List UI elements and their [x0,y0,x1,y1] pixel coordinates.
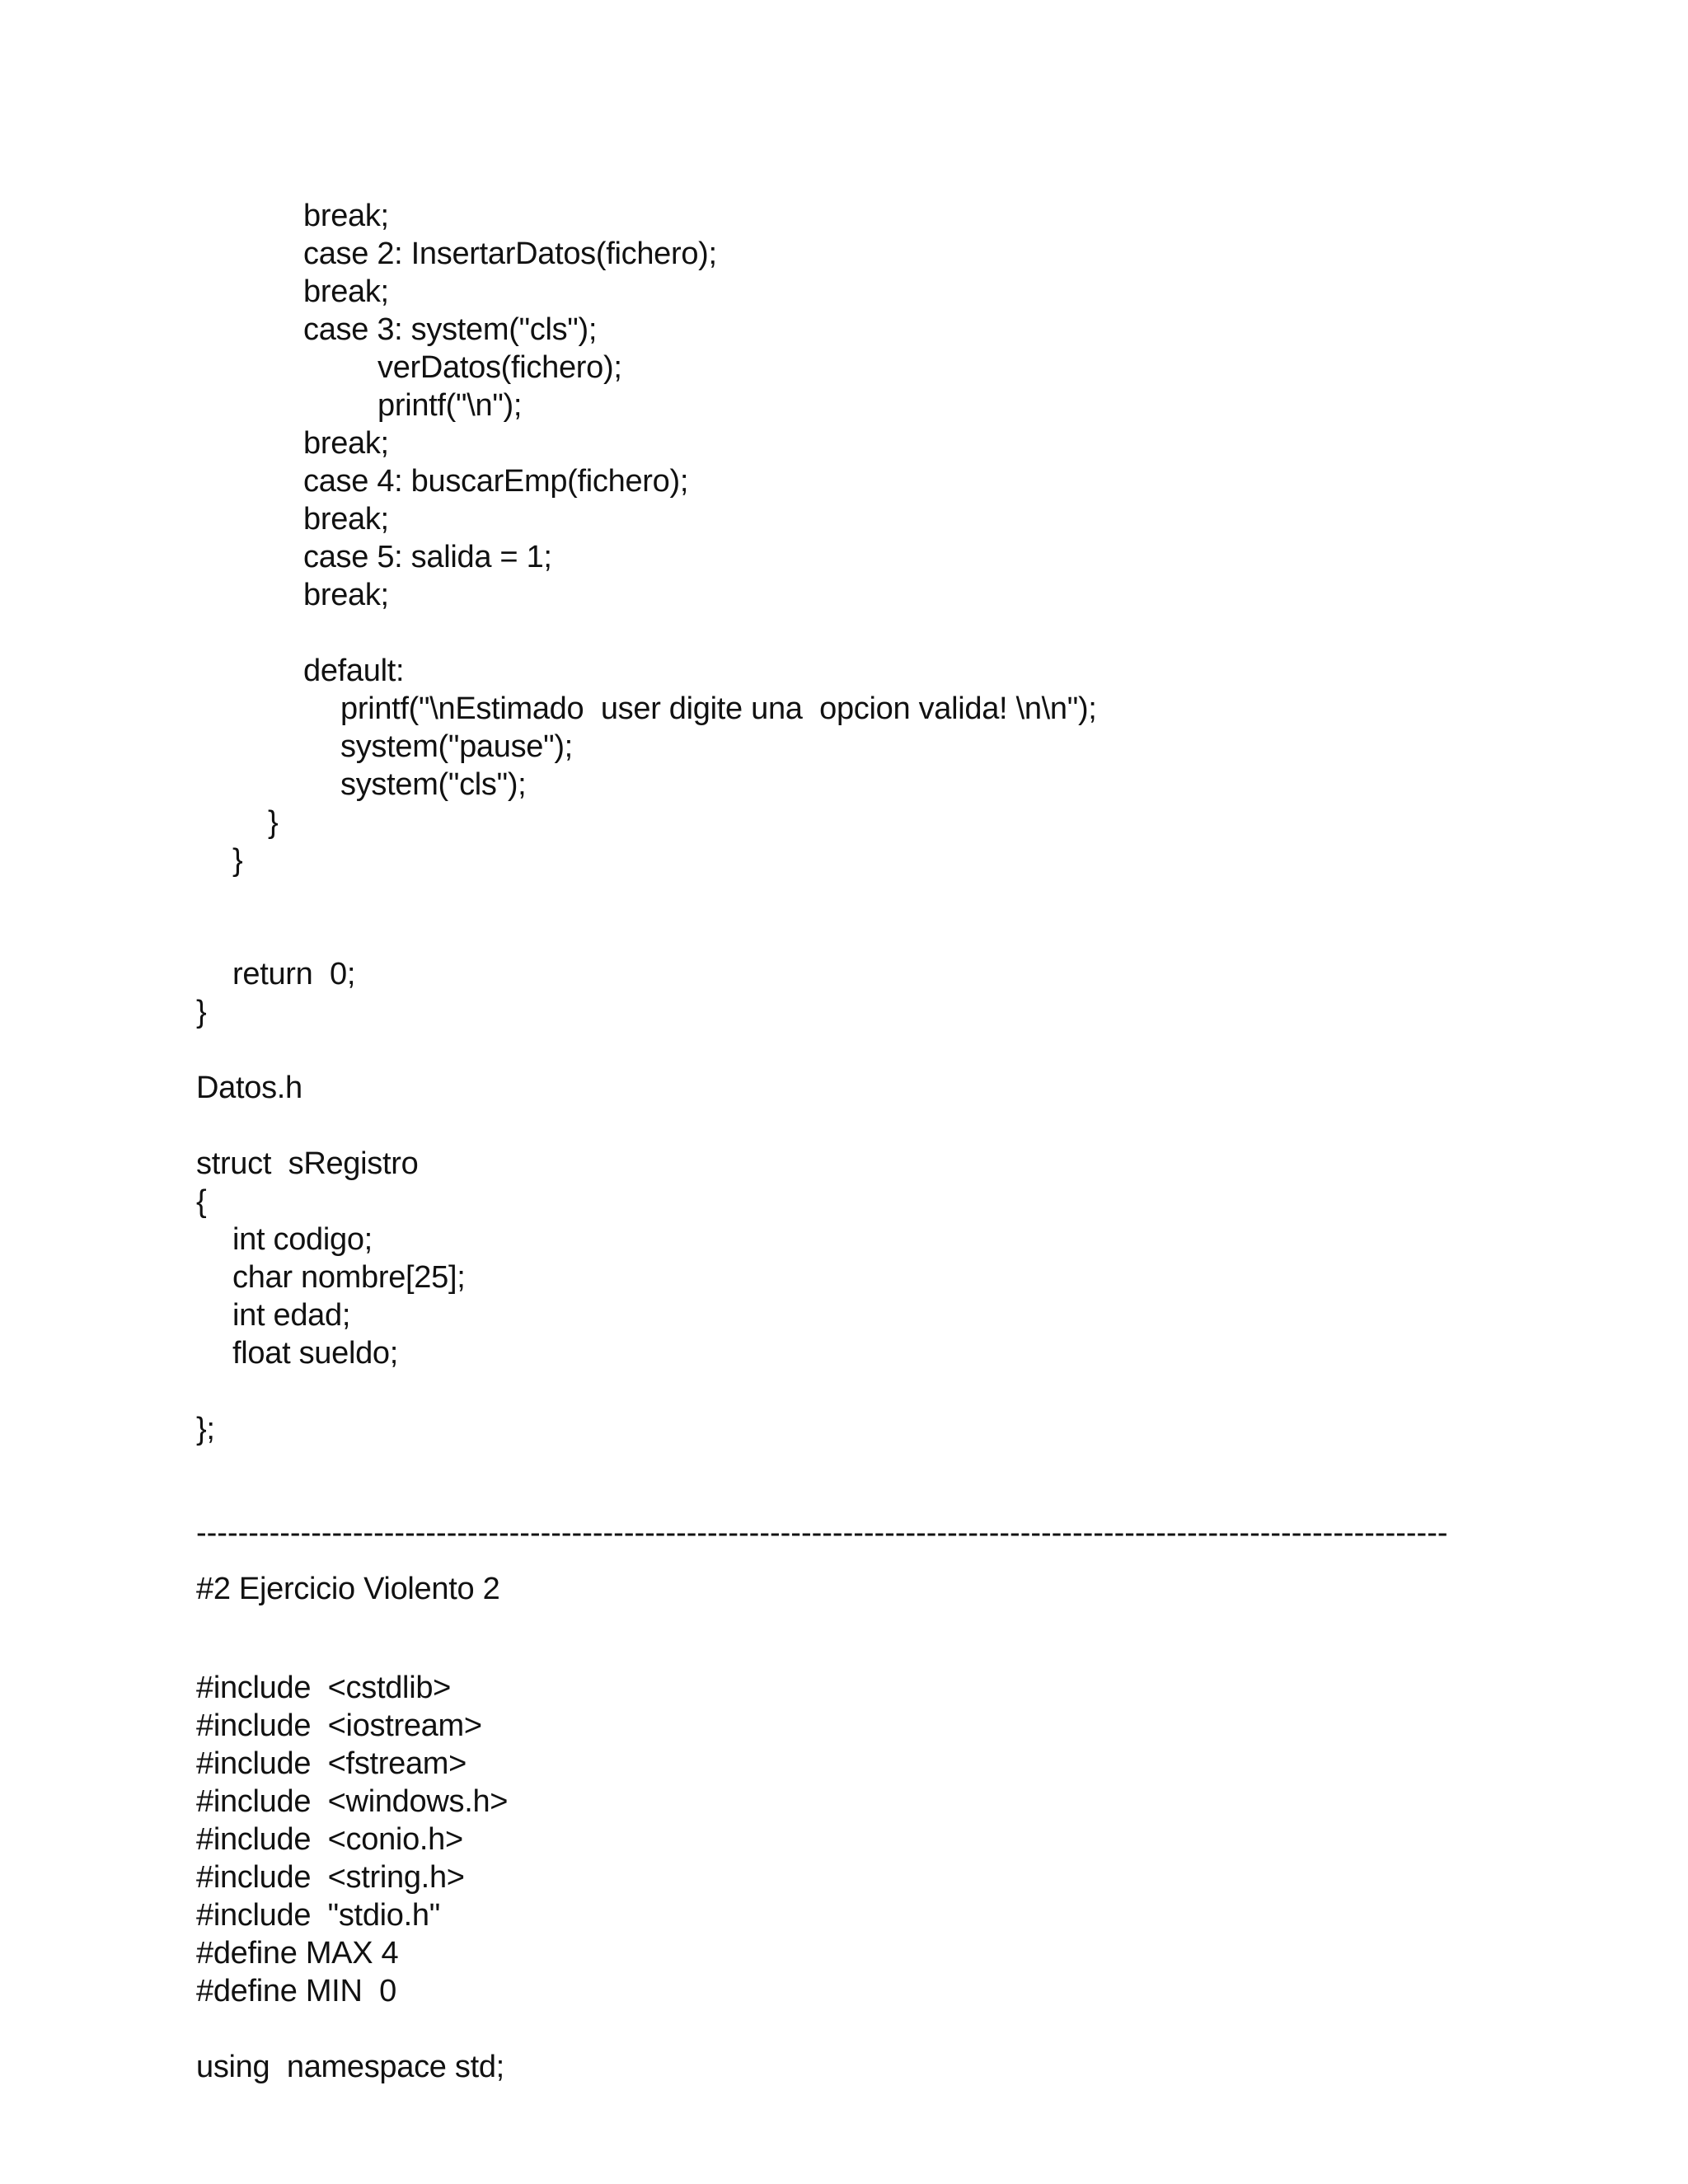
code-line-using-namespace: using namespace std; [196,2050,504,2084]
code-line-break-2: break; [303,274,389,309]
code-line-close-brace-while: } [232,843,243,878]
code-line-close-brace-switch: } [268,805,279,840]
code-line-define-min: #define MIN 0 [196,1974,396,2008]
dashed-separator: ------------------------------------------------------------------------------------------------------------------------ [196,1516,1448,1550]
code-line-system-pause: system("pause"); [340,729,573,764]
code-line-int-edad: int edad; [232,1298,351,1333]
code-line-include-cstdlib: #include <cstdlib> [196,1671,452,1705]
code-line-include-windows: #include <windows.h> [196,1784,509,1819]
code-line-verdatos: verDatos(fichero); [377,350,622,385]
code-line-printf-newline: printf("\n"); [377,388,523,423]
code-line-break-3: break; [303,426,389,461]
code-line-struct: struct sRegistro [196,1146,419,1181]
code-line-include-string: #include <string.h> [196,1860,465,1895]
code-line-open-brace-struct: { [196,1184,207,1219]
code-line-case-3: case 3: system("cls"); [303,312,598,347]
section-heading-ejercicio-2: #2 Ejercicio Violento 2 [196,1572,500,1606]
file-heading-datos: Datos.h [196,1071,302,1105]
code-line-char-nombre: char nombre[25]; [232,1260,466,1295]
code-line-close-struct: }; [196,1412,215,1446]
code-line-include-conio: #include <conio.h> [196,1822,463,1857]
code-line-system-cls: system("cls"); [340,767,527,802]
code-line-include-fstream: #include <fstream> [196,1746,467,1781]
code-line-case-5: case 5: salida = 1; [303,540,552,574]
code-line-break-4: break; [303,502,389,537]
code-line-break-5: break; [303,578,389,612]
code-line-printf-message: printf("\nEstimado user digite una opcion valida! \n\n"); [340,691,1097,726]
code-line-define-max: #define MAX 4 [196,1936,399,1971]
code-line-case-2: case 2: InsertarDatos(fichero); [303,237,717,271]
code-line-include-stdio: #include "stdio.h" [196,1898,440,1933]
code-line-close-brace-main: } [196,995,207,1029]
code-line-case-4: case 4: buscarEmp(fichero); [303,464,689,499]
code-line-include-iostream: #include <iostream> [196,1708,482,1743]
code-line-default: default: [303,654,405,688]
code-line-float-sueldo: float sueldo; [232,1336,399,1371]
code-line-break-1: break; [303,199,389,233]
code-line-int-codigo: int codigo; [232,1222,373,1257]
code-line-return: return 0; [232,957,356,991]
